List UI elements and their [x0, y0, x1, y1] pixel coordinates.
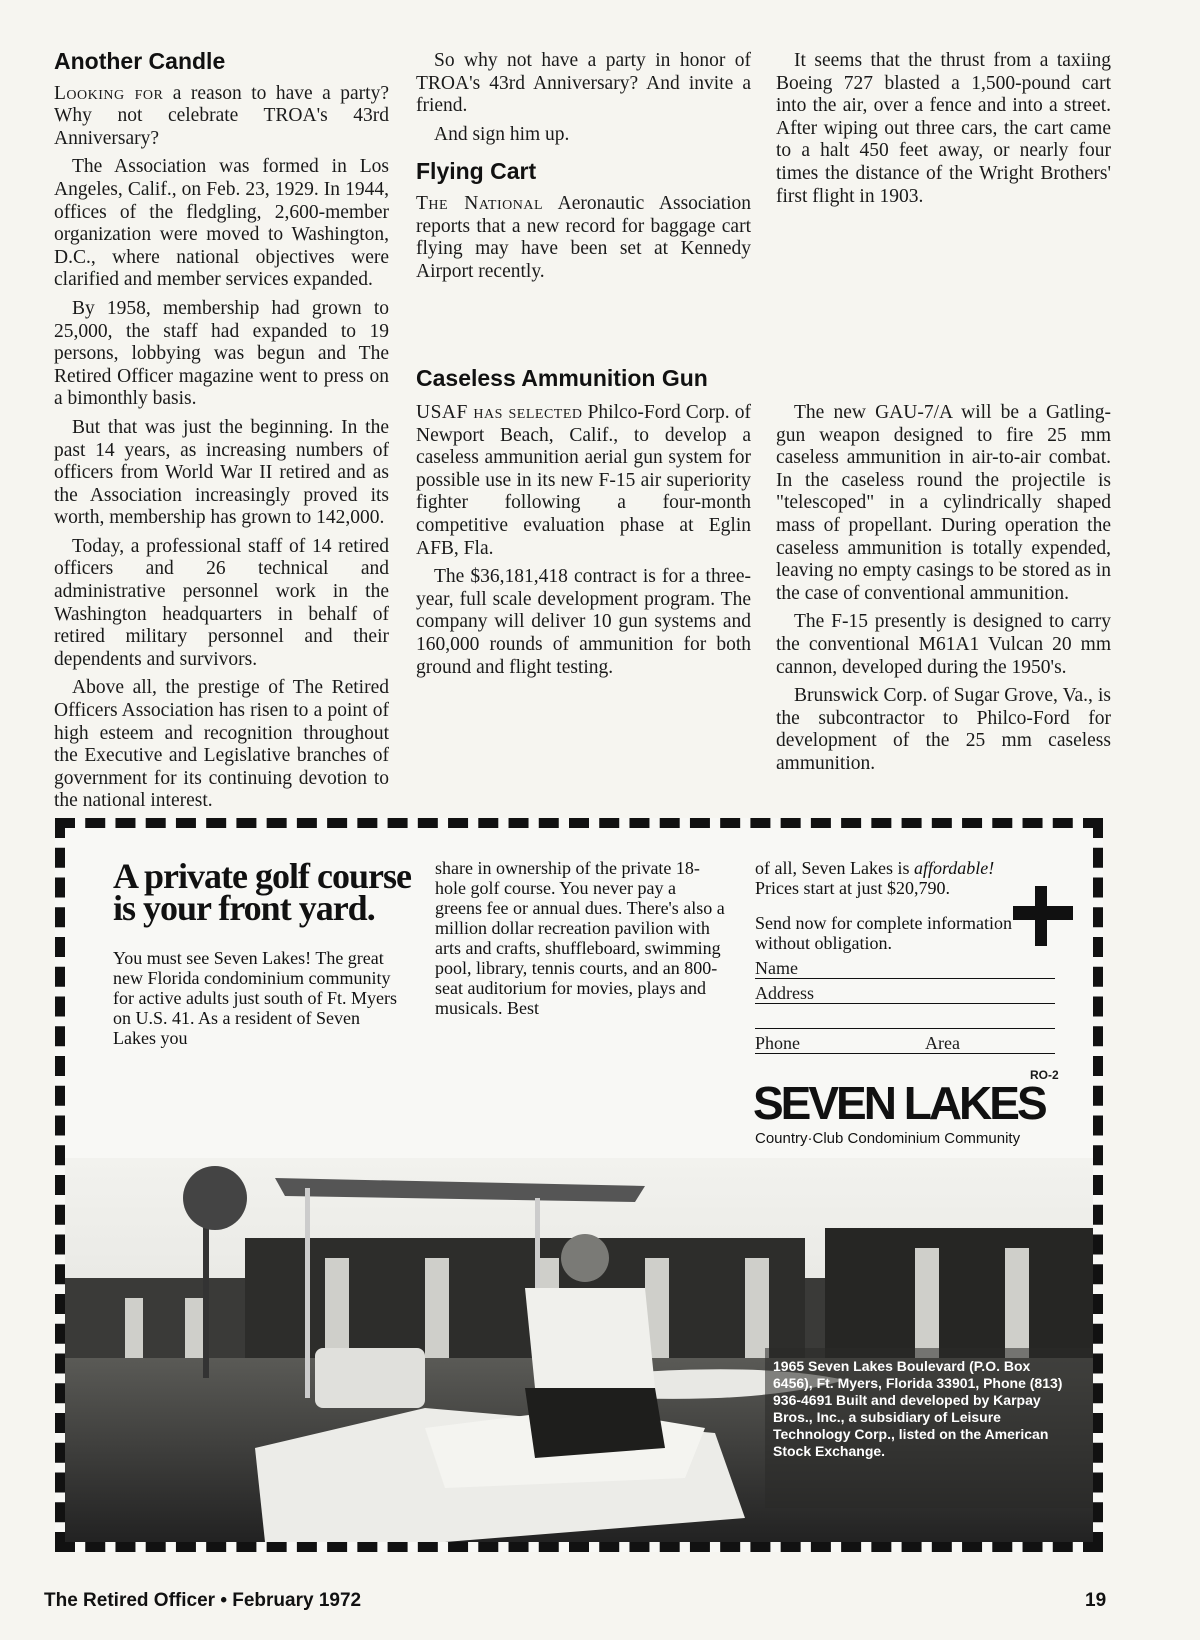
paragraph: Above all, the prestige of The Retired Officers Association has risen to a point of high esteem and recognition throughout the Executive and Legislative branches of government for its continuing devotion to the national interest. — [54, 677, 389, 812]
ad-tagline: Country·Club Condominium Community — [755, 1130, 1021, 1147]
golf-cart-photo — [65, 1158, 1093, 1542]
paragraph: And sign him up. — [434, 123, 570, 145]
paragraph: The $36,181,418 contract is for a three-year, full scale development program. The company will deliver 10 gun systems and 160,000 rounds of ammunition for both ground and flight testing. — [416, 566, 751, 678]
ad-paragraph: Send now for complete information without obligation. — [755, 913, 1012, 953]
ad-code: RO-2 — [1030, 1068, 1059, 1082]
ad-headline: A private golf course is your front yard. — [113, 856, 411, 928]
paragraph: Brunswick Corp. of Sugar Grove, Va., is the subcontractor to Philco-Ford for development of the 25 mm caseless ammunition. — [776, 685, 1111, 774]
form-blank-line — [755, 1008, 1055, 1029]
logo: SEVEN LAKES — [753, 1077, 1045, 1129]
paragraph: Looking for a reason to have a party? Why not celebrate TROA's 43rd Anniversary? — [54, 82, 389, 149]
footer-publication: The Retired Officer • February 1972 — [44, 1590, 362, 1611]
paragraph: Today, a professional staff of 14 retired officers and 26 technical and administrative personnel work in the Washington headquarters in behalf of retired military personnel and their dependents and survivors. — [54, 535, 389, 670]
article-title-candle: Another Candle — [54, 48, 226, 74]
column-1 — [54, 50, 389, 819]
paragraph: USAF has selected Philco-Ford Corp. of Newport Beach, Calif., to develop a caseless ammunition aerial gun system for possible use in its new F-15 air superiority fighter following a four-month competitive evaluation phase at Eglin AFB, Fla. — [416, 402, 751, 559]
paragraph: The F-15 presently is designed to carry the conventional M61A1 Vulcan 20 mm cannon, developed during the 1950's. — [776, 611, 1111, 678]
column-2 — [416, 50, 751, 289]
paragraph: By 1958, membership had grown to 25,000, the staff had expanded to 19 persons, lobbying was begun and The Retired Officer magazine went to press on a bimonthly basis. — [54, 297, 389, 410]
ad-paragraph: You must see Seven Lakes! The great new Florida condominium community for active adults just south of Ft. Myers on U.S. 41. As a resident of Seven Lakes you — [113, 948, 397, 1048]
article-title-cart: Flying Cart — [416, 158, 537, 185]
article-title-gun: Caseless Ammunition Gun — [416, 365, 708, 391]
ad-paragraph: share in ownership of the private 18-hole golf course. You never pay a greens fee or annual dues. There's also a million dollar recreation pavilion with arts and crafts, shuffleboard, swimming pool, library, tennis courts, and an 800-seat auditorium for movies, plays and musicals. Best — [435, 858, 725, 1018]
paragraph: It seems that the thrust from a taxiing Boeing 727 blasted a 1,500-pound cart into the air, over a fence and into a street. After wiping out three cars, the cart came to a halt 450 feet away, or nearly four times the distance of the Wright Brothers' first flight in 1903. — [776, 50, 1111, 207]
gun-column-left — [416, 402, 751, 685]
ad-paragraph: of all, Seven Lakes is affordable! Prices start at just $20,790. — [755, 858, 995, 898]
gun-column-right — [776, 402, 1111, 782]
form-address-line: Address — [755, 983, 1055, 1004]
article-caseless — [416, 365, 1111, 400]
form-name-line: Name — [755, 958, 1055, 979]
paragraph: The National Aeronautic Association reports that a new record for baggage cart flying may have been set at Kennedy Airport recently. — [416, 192, 751, 282]
paragraph: But that was just the beginning. In the past 14 years, as increasing numbers of officers from World War II retired and as the Association increasingly proved its worth, membership has grown to 142,000. — [54, 416, 389, 529]
paragraph: The new GAU-7/A will be a Gatling-gun weapon designed to fire 25 mm caseless ammunition in air-to-air combat. In the caseless round the projectile is "telescoped" in a cylindrically shaped mass of propellant. During operation the caseless ammunition is totally expended, leaving no empty casings to be stored as in the case of conventional ammunition. — [776, 402, 1111, 604]
column-3 — [776, 50, 1111, 214]
cross-icon — [1013, 886, 1073, 946]
paragraph: So why not have a party in honor of TROA's 43rd Anniversary? And invite a friend. — [416, 50, 751, 117]
form-phone-line: Phone Area — [755, 1033, 1055, 1054]
page-number: 19 — [1085, 1590, 1107, 1611]
advertisement — [55, 818, 1103, 1552]
ad-address: 1965 Seven Lakes Boulevard (P.O. Box 6456), Ft. Myers, Florida 33901, Phone (813) 936-4691 Built and developed by Karpay Bros., Inc., a subsidiary of Leisure Technology Corp., listed on the American Stock Exchange. — [773, 1358, 1063, 1459]
paragraph: The Association was formed in Los Angeles, Calif., on Feb. 23, 1929. In 1944, offices of the fledgling, 2,600-member organization were moved to Washington, D.C., where national objectives were clarified and member services expanded. — [54, 156, 389, 291]
